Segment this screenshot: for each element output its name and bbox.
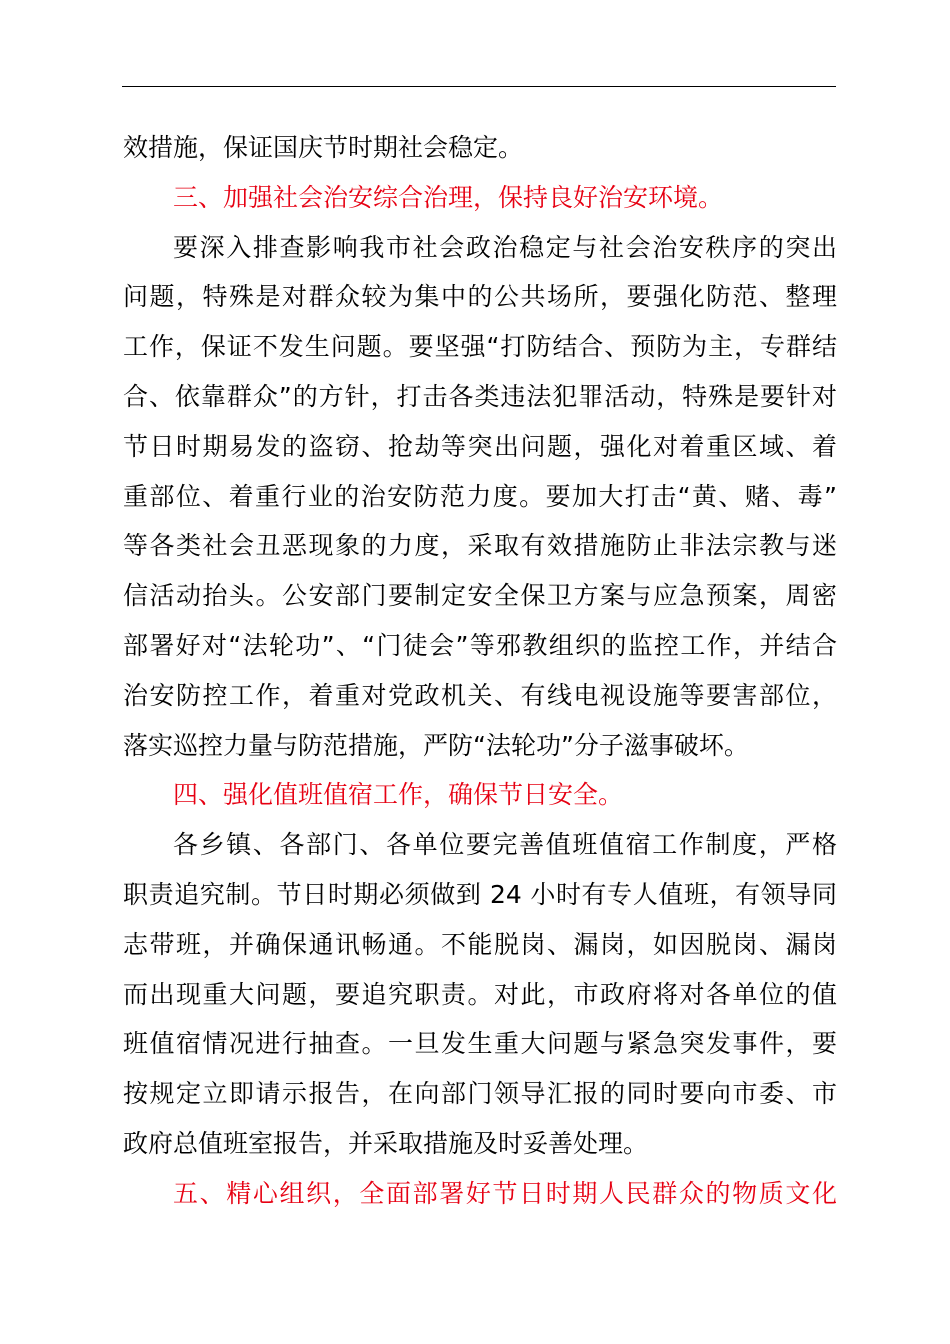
section-heading: 四、强化值班值宿工作，确保节日安全。	[173, 780, 624, 810]
body-line: 志带班，并确保通讯畅通。不能脱岗、漏岗，如因脱岗、漏岗	[123, 929, 837, 959]
body-line: 问题，特殊是对群众较为集中的公共场所，要强化防范、整理	[123, 282, 837, 312]
body-line: 重部位、着重行业的治安防范力度。要加大打击“黄、赌、毒”	[123, 481, 837, 511]
section-heading: 三、加强社会治安综合治理，保持良好治安环境。	[173, 182, 724, 212]
body-line: 落实巡控力量与防范措施，严防“法轮功”分子滋事破坏。	[123, 730, 749, 760]
body-line: 而出现重大问题，要追究职责。对此，市政府将对各单位的值	[123, 979, 837, 1009]
body-line: 等各类社会丑恶现象的力度，采取有效措施防止非法宗教与迷	[123, 531, 837, 561]
body-line: 效措施，保证国庆节时期社会稳定。	[123, 133, 524, 162]
body-line: 职责追究制。节日时期必须做到 24 小时有专人值班，有领导同	[123, 879, 837, 909]
body-line: 节日时期易发的盗窃、抢劫等突出问题，强化对着重区域、着	[123, 431, 837, 461]
body-line: 按规定立即请示报告，在向部门领导汇报的同时要向市委、市	[123, 1079, 837, 1109]
body-line: 信活动抬头。公安部门要制定安全保卫方案与应急预案，周密	[123, 581, 837, 611]
body-line: 合、依靠群众”的方针，打击各类违法犯罪活动，特殊是要针对	[123, 381, 837, 411]
body-line: 政府总值班室报告，并采取措施及时妥善处理。	[123, 1128, 649, 1158]
section-heading: 五、精心组织，全面部署好节日时期人民群众的物质文化	[173, 1178, 837, 1208]
body-line: 治安防控工作，着重对党政机关、有线电视设施等要害部位，	[123, 680, 837, 710]
header-rule	[122, 86, 836, 87]
body-line: 要深入排查影响我市社会政治稳定与社会治安秩序的突出	[173, 232, 837, 262]
body-line: 班值宿情况进行抽查。一旦发生重大问题与紧急突发事件，要	[123, 1029, 837, 1059]
body-line: 工作，保证不发生问题。要坚强“打防结合、预防为主，专群结	[123, 332, 837, 362]
document-body	[123, 123, 837, 1219]
body-line: 各乡镇、各部门、各单位要完善值班值宿工作制度，严格	[173, 830, 837, 860]
body-line: 部署好对“法轮功”、“门徒会”等邪教组织的监控工作，并结合	[123, 630, 837, 660]
